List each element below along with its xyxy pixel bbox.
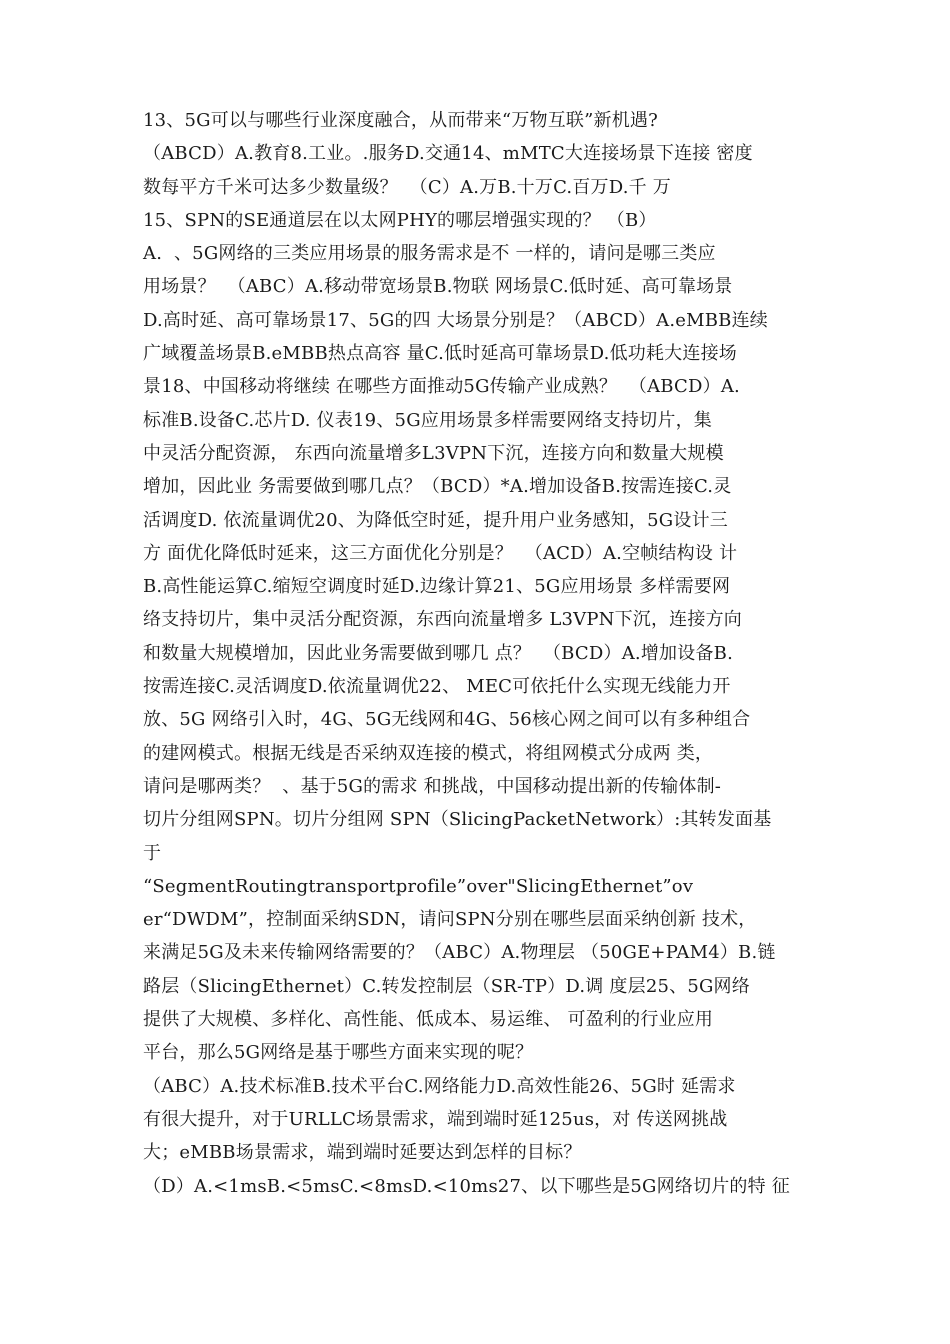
text-line: 的建网模式。根据无线是否采纳双连接的模式，将组网模式分成两 类， [143,742,714,764]
document-body [143,104,833,1203]
text-line: 方 面优化降低时延来，这三方面优化分别是？ （ACD）A.空帧结构设 计 [143,542,738,564]
text-line: （D）A.<1msB.<5msC.<8msD.<10ms27、以下哪些是5G网络切片的特 征 [143,1175,790,1197]
text-line: 络支持切片，集中灵活分配资源，东西向流量增多 L3VPN下沉，连接方向 [143,609,742,631]
text-line: （ABCD）A.教育8.工业。.服务D.交通14、mMTC大连接场景下连接 密度 [143,143,753,165]
text-line: （ABC）A.技术标准B.技术平台C.网络能力D.高效性能26、5G时 延需求 [143,1075,736,1097]
text-line: 广域覆盖场景B.eMBB热点高容 量C.低时延高可靠场景D.低功耗大连接场 [143,343,737,365]
text-line: 平台，那么5G网络是基于哪些方面来实现的呢？ [143,1042,534,1064]
text-line: 用场景？ （ABC）A.移动带宽场景B.物联 网场景C.低时延、高可靠场景 [143,276,733,298]
text-line: 大；eMBB场景需求，端到端时延要达到怎样的目标？ [143,1142,582,1164]
text-line: 15、SPN的SE通道层在以太网PHY的哪层增强实现的？ （B） [143,209,657,231]
text-line: “SegmentRoutingtransportprofile”over"SlicingEthernet”ov [143,875,694,897]
text-line: 活调度D. 依流量调优20、为降低空时延，提升用户业务感知，5G设计三 [143,509,728,531]
text-line: 和数量大规模增加，因此业务需要做到哪几 点？ （BCD）A.增加设备B. [143,642,733,664]
text-line: 切片分组网SPN。切片分组网 SPN（SlicingPacketNetwork）:其转发面基 [143,809,772,831]
text-line: 于 [143,842,162,864]
text-line: D.高时延、高可靠场景17、5G的四 大场景分别是？（ABCD）A.eMBB连续 [143,309,768,331]
text-line: 有很大提升，对于URLLC场景需求，端到端时延125us，对 传送网挑战 [143,1108,728,1130]
text-line: 中灵活分配资源， 东西向流量增多L3VPN下沉，连接方向和数量大规模 [143,442,724,464]
text-line: 按需连接C.灵活调度D.依流量调优22、 MEC可依托什么实现无线能力开 [143,676,731,698]
text-line: 来满足5G及未来传输网络需要的？（ABC）A.物理层 （50GE+PAM4）B.链 [143,942,776,964]
text-line: A. 、5G网络的三类应用场景的服务需求是不 一样的，请问是哪三类应 [143,243,716,265]
text-line: 景18、中国移动将继续 在哪些方面推动5G传输产业成熟？ （ABCD）A. [143,376,740,398]
text-line: er“DWDM”，控制面采纳SDN，请问SPN分别在哪些层面采纳创新 技术， [143,909,757,931]
text-line: B.高性能运算C.缩短空调度时延D.边缘计算21、5G应用场景 多样需要网 [143,576,731,598]
text-line: 标准B.设备C.芯片D. 仪表19、5G应用场景多样需要网络支持切片，集 [143,409,712,431]
text-line: 路层（SlicingEthernet）C.转发控制层（SR-TP）D.调 度层25、5G网络 [143,975,750,997]
text-line: 增加，因此业 务需要做到哪几点？（BCD）*A.增加设备B.按需连接C.灵 [143,476,732,498]
text-line: 13、5G可以与哪些行业深度融合，从而带来“万物互联”新机遇? [143,110,658,131]
text-line: 请问是哪两类？ 、基于5G的需求 和挑战，中国移动提出新的传输体制- [143,775,722,797]
text-line: 提供了大规模、多样化、高性能、低成本、易运维、 可盈利的行业应用 [143,1009,714,1031]
text-line: 放、5G 网络引入时，4G、5G无线网和4G、56核心网之间可以有多种组合 [143,709,751,731]
text-line: 数每平方千米可达多少数量级？ （C）A.万B.十万C.百万D.千 万 [143,176,671,198]
